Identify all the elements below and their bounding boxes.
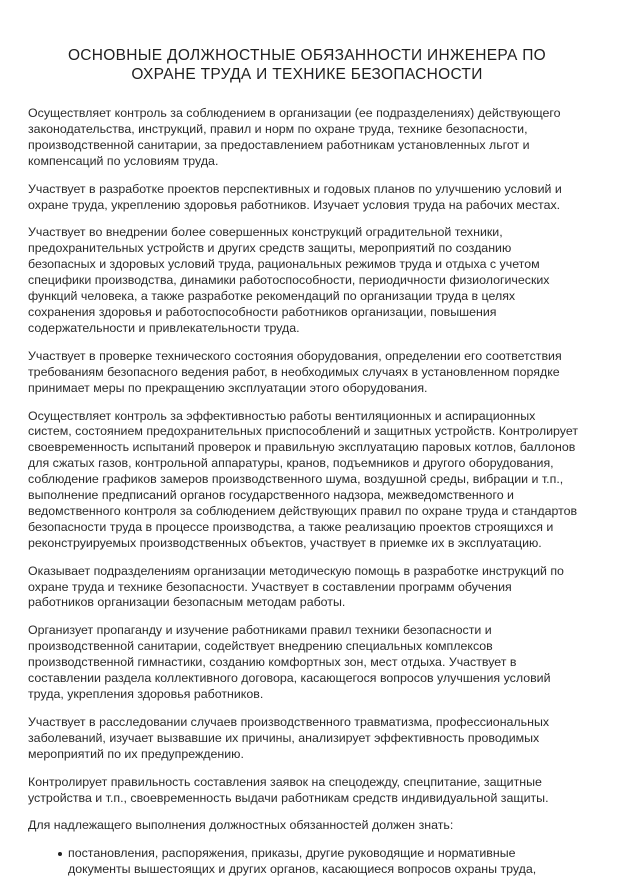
document-title	[28, 46, 580, 84]
paragraph-methodical-help: Оказывает подразделениям организации методическую помощь в разработке инструкций по охране труда и технике безопасности. Участвует в составлении программ обучения работников организации безопасным методам работы.	[28, 563, 564, 610]
paragraph-ventilation-control: Осуществляет контроль за эффективностью работы вентиляционных и аспирационных систем, состоянием предохранительных приспособлений и защитных устройств. Контролирует своевременность испытаний проверок и правильную эксплуатацию паровых котлов, баллонов для сжатых газов, контрольной аппаратуры, кранов, подъемников и другого оборудования, соблюдение графиков замеров производственного шума, воздушной среды, вибрации и т.п., выполнение предписаний органов государственного надзора, межведомственного и ведомственного контроля за соблюдением действующих правил по охране труда и стандартов безопасности труда в процессе производства, а также реализацию проектов строящихся и реконструируемых производственных объектов, участвует в приемке их в эксплуатацию.	[28, 408, 579, 550]
paragraph-equipment-inspection: Участвует в проверке технического состояния оборудования, определении его соответствия требованиям безопасного ведения работ, в необходимых случаях в установленном порядке принимает меры по прекращению эксплуатации этого оборудования.	[28, 348, 562, 395]
paragraph-requests-control: Контролирует правильность составления заявок на спецодежду, спецпитание, защитные устройства и т.п., своевременность выдачи работникам средств индивидуальной защиты.	[28, 774, 549, 805]
knowledge-list	[28, 846, 580, 878]
paragraph-must-know: Для надлежащего выполнения должностных обязанностей должен знать:	[28, 818, 454, 833]
paragraph-investigation: Участвует в расследовании случаев производственного травматизма, профессиональных заболеваний, изучает вызвавшие их причины, анализирует эффективность проводимых мероприятий по их предупреждению.	[28, 714, 550, 761]
list-item	[58, 846, 580, 878]
title-line-1: ОСНОВНЫЕ ДОЛЖНОСТНЫЕ ОБЯЗАННОСТИ ИНЖЕНЕРА ПО	[67, 47, 547, 64]
paragraph-protective-equipment: Участвует во внедрении более совершенных конструкций оградительной техники, предохранительных устройств и других средств защиты, мероприятий по созданию безопасных и здоровых условий труда, рациональных режимов труда и отдыха с учетом специфики производства, динамики работоспособности, периодичности физиологических функций человека, а также разработке рекомендаций по организации труда в целях сохранения здоровья и работоспособности работников организации, повышения содержательности и привлекательности труда.	[28, 225, 550, 335]
list-item-text: постановления, распоряжения, приказы, другие руководящие и нормативные документы вышестоящих и других органов, касающиеся вопросов охраны труда,	[68, 846, 537, 877]
paragraph-propaganda: Организует пропаганду и изучение работниками правил техники безопасности и производственной санитарии, содействует внедрению специальных комплексов производственной гимнастики, созданию комфортных зон, мест отдыха. Участвует в составлении раздела коллективного договора, касающегося вопросов улучшения условий труда, укрепления здоровья работников.	[28, 623, 551, 701]
title-line-2: ОХРАНЕ ТРУДА И ТЕХНИКЕ БЕЗОПАСНОСТИ	[131, 66, 483, 83]
bullet-icon	[58, 852, 62, 856]
paragraph-planning: Участвует в разработке проектов перспективных и годовых планов по улучшению условий и охране труда, укреплению здоровья работников. Изучает условия труда на рабочих местах.	[28, 181, 562, 212]
paragraph-control-legislation: Осуществляет контроль за соблюдением в организации (ее подразделениях) действующего законодательства, инструкций, правил и норм по охране труда, технике безопасности, производственной санитарии, за предоставлением работникам установленных льгот и компенсаций по условиям труда.	[28, 106, 561, 168]
